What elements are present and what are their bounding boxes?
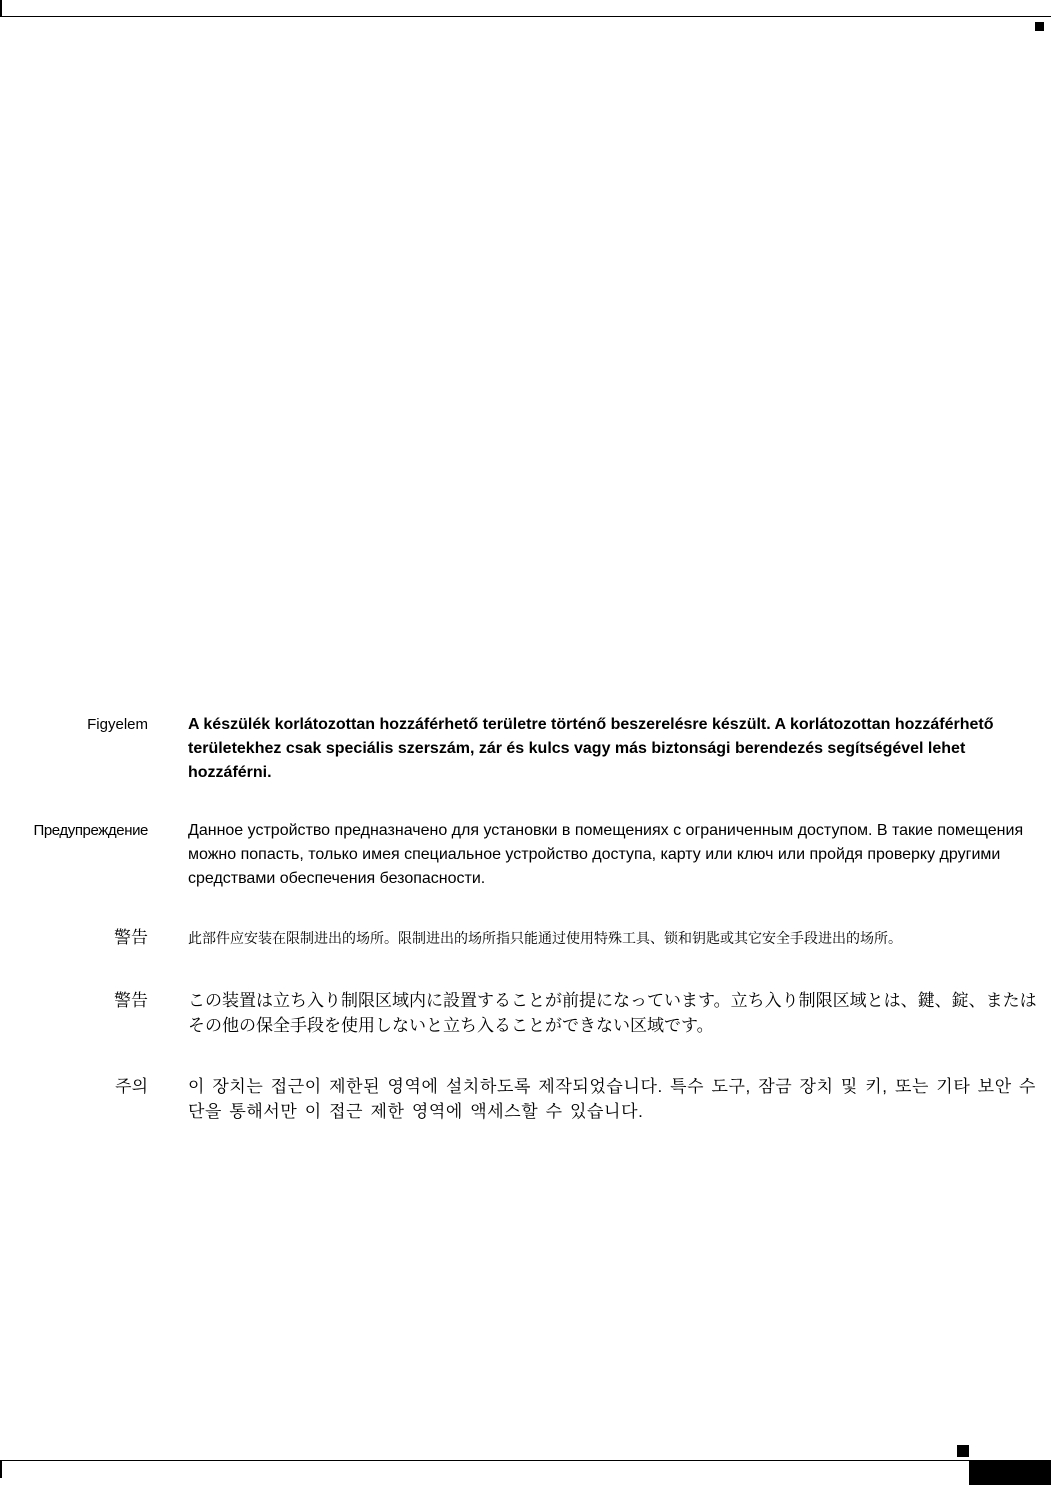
header-marker [1035, 22, 1044, 31]
warning-text: この装置は立ち入り制限区域内に設置することが前提になっています。立ち入り制限区域とは、鍵、錠、またはその他の保全手段を使用しないと立ち入ることができない区域です。 [188, 991, 1037, 1035]
warning-label: 警告 [114, 991, 148, 1010]
warning-label: 주의 [115, 1077, 148, 1096]
footer-rule [0, 1460, 1051, 1461]
header-left-tick [0, 0, 2, 17]
warning-label: Figyelem [87, 716, 148, 733]
warning-text: 이 장치는 접근이 제한된 영역에 설치하도록 제작되었습니다. 특수 도구, 잠금 장치 및 키, 또는 기타 보안 수단을 통해서만 이 접근 제한 영역에 액세스할 수 있습니다. [188, 1077, 1037, 1121]
warning-text: Данное устройство предназначено для установки в помещениях с ограниченным доступом. В такие помещения можно попасть, только имея специальное устройство доступа, карту или ключ или пройдя проверку другими средствами обеспечения безопасности. [188, 822, 1024, 887]
footer-page-block [969, 1460, 1051, 1485]
footer-marker [957, 1445, 969, 1457]
warning-text: 此部件应安装在限制进出的场所。限制进出的场所指只能通过使用特殊工具、锁和钥匙或其它安全手段进出的场所。 [188, 930, 902, 946]
footer-left-tick [0, 1460, 2, 1478]
warning-label: Предупреждение [33, 822, 148, 839]
warning-text: A készülék korlátozottan hozzáférhető területre történő beszerelésre készült. A korlátozottan hozzáférhető területekhez csak speciális szerszám, zár és kulcs vagy más biztonsági berendezés segítségével lehet hozzáférni. [188, 716, 994, 781]
header-rule [0, 16, 1051, 17]
warning-label: 警告 [114, 928, 148, 947]
